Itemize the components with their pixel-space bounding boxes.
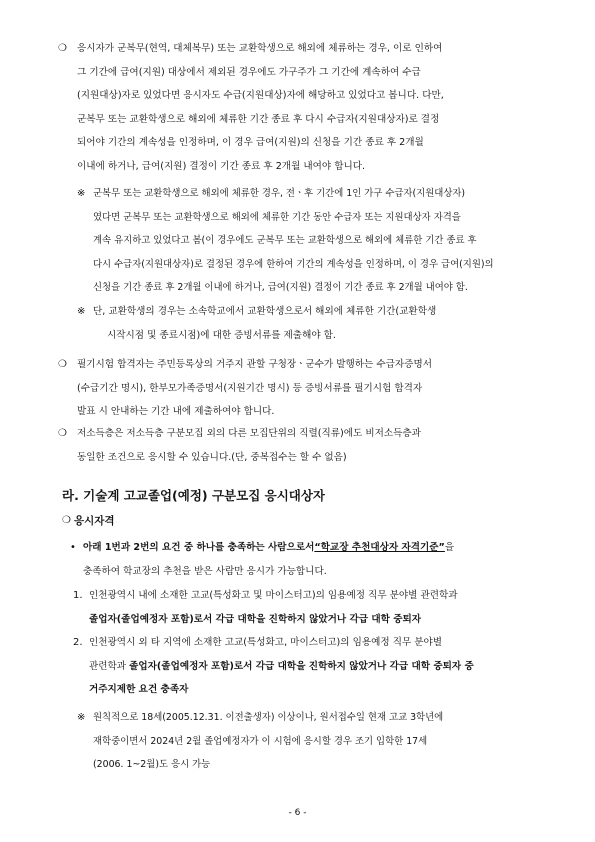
text-line: (수급기간 명시), 한부모가족증명서(지원기간 명시) 등 증빙서류를 필기시험 합격자 (77, 382, 423, 394)
text-line: 였다면 군복무 또는 교환학생으로 해외에 체류한 기간 동안 수급자 또는 지원대상자 자격을 (93, 211, 461, 223)
text-line: 시작시점 및 종료시점)에 대한 증빙서류를 제출해야 함. (107, 329, 336, 341)
text-span: 관련학과 (89, 660, 130, 672)
text-line: (지원대상)자로 있었다면 응시자도 수급(지원대상)자에 해당하고 있었다고 봅니다. 다만, (77, 90, 444, 101)
text-line: 그 기간에 급여(지원) 대상에서 제외된 경우에도 가구주가 그 기간에 계속하여 수급 (77, 66, 421, 78)
text-line: 재학중이면서 2024년 2월 졸업예정자가 이 시험에 응시할 경우 조기 입학한 17세 (93, 735, 428, 747)
subsection-heading: 응시자격 (74, 515, 115, 527)
text-line: 응시자가 군복무(현역, 대체복무) 또는 교환학생으로 해외에 체류하는 경우, 이로 인하여 (77, 43, 443, 54)
circle-bullet-icon: ❍ (62, 515, 71, 526)
text-line (83, 536, 454, 560)
text-line: 인천광역시 외 타 지역에 소재한 고교(특성화고, 마이스터고)의 임용예정 직무 분야별 (89, 637, 443, 648)
page-number: - 6 - (288, 808, 307, 818)
paragraph-low-income (77, 422, 421, 469)
text-line (89, 655, 474, 679)
item-number: 1. (73, 590, 83, 601)
eligibility-intro (83, 536, 454, 583)
text-line: 계속 유지하고 있었다고 봄(이 경우에도 군복무 또는 교환학생으로 해외에 체류한 기간 종료 후 (93, 235, 477, 246)
dot-bullet-icon: • (70, 542, 76, 553)
paragraph-military-service (77, 37, 444, 178)
text-line: 필기시험 합격자는 주민등록상의 거주지 관할 구청장ㆍ군수가 발행하는 수급자증명서 (77, 359, 432, 370)
intro-text: 아래 1번과 2번의 요건 중 하나를 충족하는 사람으로서 (83, 542, 315, 553)
text-line: 군복무 또는 교환학생으로 해외에 체류한 경우, 전ㆍ후 기간에 1인 가구 수급자(지원대상자) (93, 188, 466, 199)
text-line: 원칙적으로 18세(2005.12.31. 이전출생자) 이상이나, 원서접수일 현재 고교 3학년에 (93, 712, 444, 723)
intro-text-tail: 을 (444, 542, 455, 553)
section-heading: 라. 기술계 고교졸업(예정) 구분모집 응시대상자 (62, 488, 326, 503)
note-single-household (93, 182, 494, 300)
note-age-requirement (93, 706, 443, 777)
text-line: (2006. 1~2월)도 응시 가능 (93, 759, 211, 770)
paragraph-proof-documents (77, 353, 432, 424)
eligibility-item-1 (89, 584, 458, 631)
reference-mark-icon: ※ (77, 306, 86, 317)
principal-recommendation-criteria: “학교장 추천대상자 자격기준” (314, 542, 445, 553)
text-line: 군복무 또는 교환학생으로 해외에 체류한 기간 종료 후 다시 수급자(지원대상자)로 결정 (77, 113, 440, 125)
text-line: 충족하여 학교장의 추천을 받은 사람만 응시가 가능합니다. (83, 565, 327, 577)
text-line: 저소득층은 저소득층 구분모집 외의 다른 모집단위의 직렬(직류)에도 비저소득층과 (77, 428, 421, 439)
text-line: 거주지제한 요건 충족자 (89, 684, 189, 695)
reference-mark-icon: ※ (77, 712, 86, 723)
text-line: 인천광역시 내에 소재한 고교(특성화고 및 마이스터고)의 임용예정 직무 분야별 관련학과 (89, 590, 458, 601)
text-span-bold: 졸업자(졸업예정자 포함)로서 각급 대학을 진학하지 않았거나 각급 대학 중퇴자 중 (129, 660, 474, 672)
text-line: 동일한 조건으로 응시할 수 있습니다.(단, 중복접수는 할 수 없음) (77, 451, 347, 463)
text-line: 졸업자(졸업예정자 포함)로서 각급 대학을 진학하지 않았거나 각급 대학 중퇴자 (89, 613, 422, 625)
circle-bullet-icon: ❍ (58, 43, 67, 54)
item-number: 2. (73, 637, 83, 648)
text-line: 되어야 기간의 계속성을 인정하며, 이 경우 급여(지원)의 신청을 기간 종료 후 2개월 (77, 137, 424, 148)
text-line: 신청을 기간 종료 후 2개월 이내에 하거나, 급여(지원) 결정이 기간 종료 후 2개월 내여야 함. (93, 282, 468, 293)
text-line: 발표 시 안내하는 기간 내에 제출하여야 합니다. (77, 406, 275, 417)
text-line: 단, 교환학생의 경우는 소속학교에서 교환학생으로서 해외에 체류한 기간(교환학생 (93, 306, 437, 317)
circle-bullet-icon: ❍ (58, 428, 67, 439)
eligibility-item-2 (89, 631, 474, 702)
circle-bullet-icon: ❍ (58, 359, 67, 370)
text-line: 이내에 하거나, 급여(지원) 결정이 기간 종료 후 2개월 내여야 합니다. (77, 160, 366, 172)
note-exchange-student (93, 300, 436, 347)
text-line: 다시 수급자(지원대상자)로 결정된 경우에 한하여 기간의 계속성을 인정하며, 이 경우 급여(지원)의 (93, 258, 494, 270)
reference-mark-icon: ※ (77, 188, 86, 199)
